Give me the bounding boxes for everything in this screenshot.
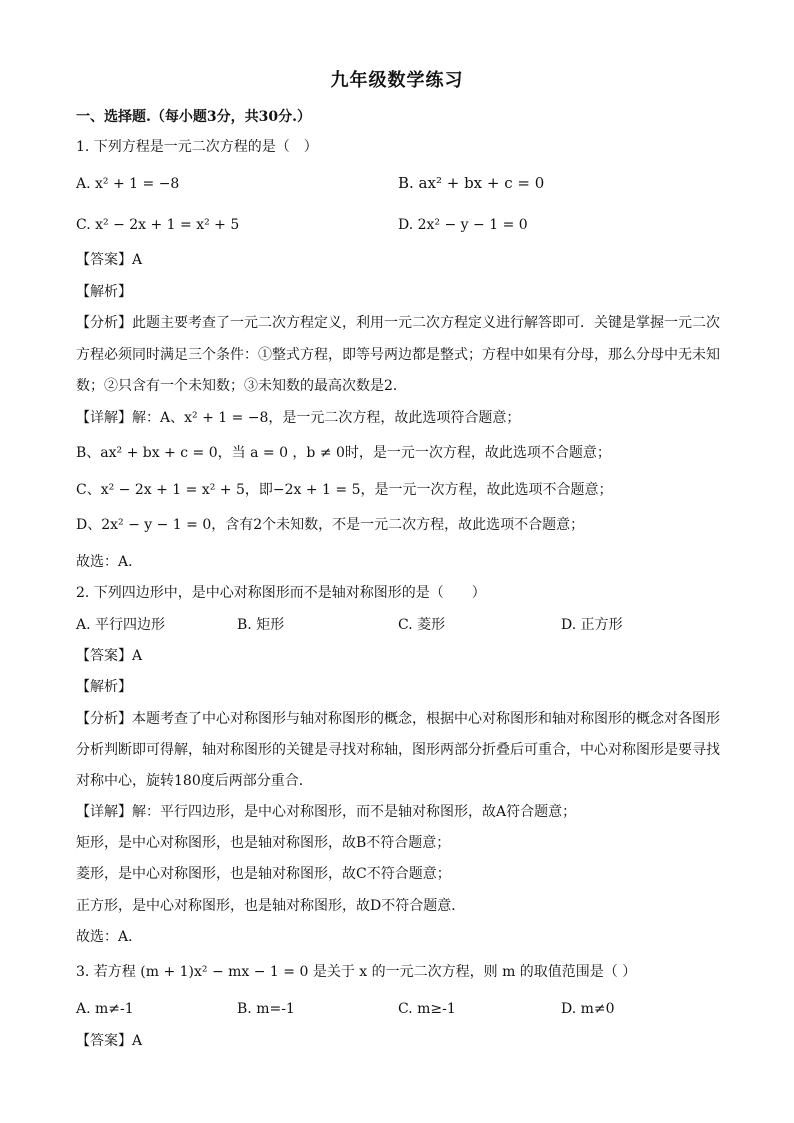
q1-option-a: A. x² + 1 = −8	[76, 176, 180, 192]
q2-jiexi-label: 【解析】	[76, 679, 132, 695]
q3-answer: 【答案】A	[76, 1033, 143, 1049]
q2-option-a: A. 平行四边形	[76, 617, 166, 633]
q2-option-d: D. 正方形	[561, 617, 623, 633]
q1-jiexi-label: 【解析】	[76, 284, 132, 300]
q2-detail-line3: 菱形，是中心对称图形，也是轴对称图形，故C不符合题意；	[76, 866, 451, 882]
q1-option-c: C. x² − 2x + 1 = x² + 5	[76, 217, 240, 233]
q2-analysis-line3: 对称中心，旋转180度后两部分重合．	[76, 773, 313, 789]
q2-detail-line4: 正方形，是中心对称图形，也是轴对称图形，故D不符合题意．	[76, 898, 466, 914]
q2-stem: 2. 下列四边形中，是中心对称图形而不是轴对称图形的是（ ）	[76, 585, 486, 601]
q1-detail-line2: B、ax² + bx + c = 0，当 a = 0 ，b ≠ 0时，是一元一次方程，故此选项不合题意；	[76, 445, 611, 461]
q1-analysis-line1: 【分析】此题主要考查了一元二次方程定义，利用一元二次方程定义进行解答即可．关键是掌握一元二次	[76, 315, 720, 331]
q2-choose: 故选：A．	[76, 929, 143, 945]
q2-option-c: C. 菱形	[398, 617, 446, 633]
q3-option-b: B. m=-1	[237, 1001, 295, 1017]
q1-analysis-line2: 方程必须同时满足三个条件：①整式方程，即等号两边都是整式；方程中如果有分母，那么分母中无未知	[76, 347, 720, 363]
q1-answer: 【答案】A	[76, 252, 143, 268]
q3-option-d: D. m≠0	[561, 1001, 615, 1017]
q1-option-d: D. 2x² − y − 1 = 0	[398, 217, 528, 233]
q1-stem: 1. 下列方程是一元二次方程的是（ ）	[76, 139, 318, 155]
section-heading: 一、选择题.（每小题3分，共30分.）	[76, 109, 311, 125]
q3-option-a: A. m≠-1	[76, 1001, 134, 1017]
q1-choose: 故选：A．	[76, 554, 143, 570]
q2-answer: 【答案】A	[76, 648, 143, 664]
q1-detail-line4: D、2x² − y − 1 = 0，含有2个未知数，不是一元二次方程，故此选项不合题意；	[76, 517, 585, 533]
q1-detail-line1: 【详解】解：A、x² + 1 = −8，是一元二次方程，故此选项符合题意；	[76, 410, 521, 426]
q2-analysis-line1: 【分析】本题考查了中心对称图形与轴对称图形的概念，根据中心对称图形和轴对称图形的概念对各图形	[76, 711, 720, 727]
q3-option-c: C. m≥-1	[398, 1001, 456, 1017]
q2-detail-line2: 矩形，是中心对称图形，也是轴对称图形，故B不符合题意；	[76, 835, 451, 851]
page-title: 九年级数学练习	[330, 70, 464, 91]
q2-detail-line1: 【详解】解：平行四边形，是中心对称图形，而不是轴对称图形，故A符合题意；	[76, 804, 577, 820]
q2-option-b: B. 矩形	[237, 617, 285, 633]
q1-option-b: B. ax² + bx + c = 0	[398, 174, 545, 192]
q1-analysis-line3: 数；②只含有一个未知数；③未知数的最高次数是2．	[76, 378, 407, 394]
q3-stem: 3. 若方程 (m + 1)x² − mx − 1 = 0 是关于 x 的一元二次方程，则 m 的取值范围是（ ）	[76, 964, 637, 980]
q2-analysis-line2: 分析判断即可得解，轴对称图形的关键是寻找对称轴，图形两部分折叠后可重合，中心对称图形是要寻找	[76, 742, 720, 758]
q1-detail-line3: C、x² − 2x + 1 = x² + 5，即−2x + 1 = 5，是一元一次方程，故此选项不合题意；	[76, 482, 613, 498]
